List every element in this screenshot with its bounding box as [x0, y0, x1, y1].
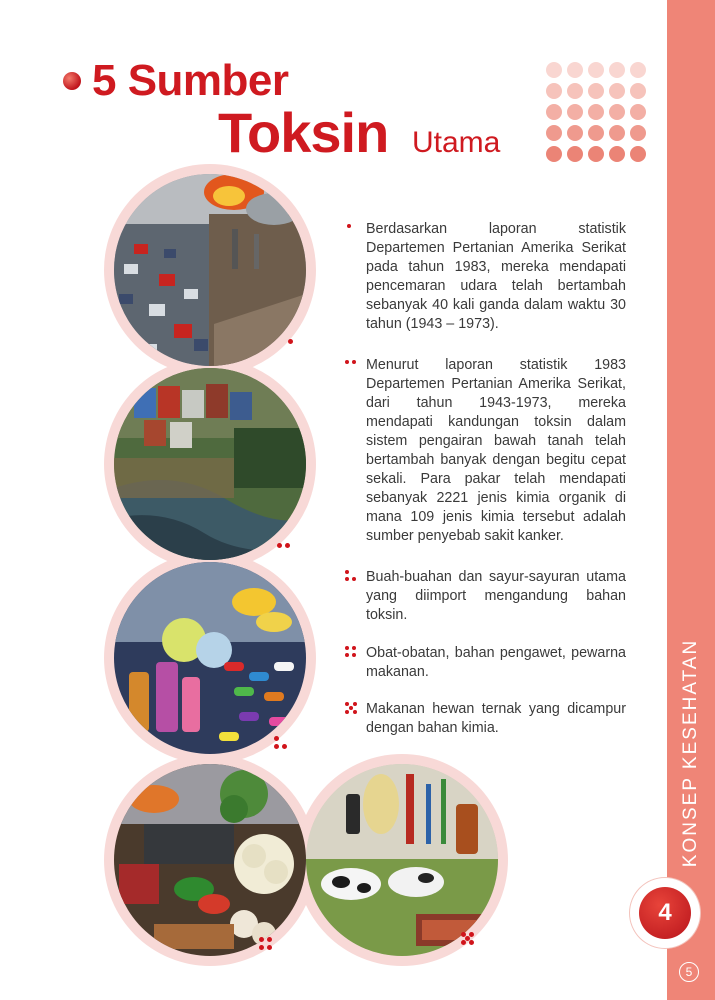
toxin-source-list — [345, 220, 626, 738]
decorative-dot — [609, 146, 625, 162]
livestock-chemicals-photo — [306, 764, 498, 956]
circle-marker-3 — [274, 736, 290, 752]
decorative-dot — [567, 83, 583, 99]
decorative-dot — [609, 125, 625, 141]
list-item-text: Makanan hewan ternak yang dicampur dengan bahan kimia. — [366, 701, 626, 736]
decorative-dot — [546, 146, 562, 162]
decorative-dot — [567, 146, 583, 162]
decorative-dot — [588, 146, 604, 162]
title-bullet-icon — [63, 72, 81, 90]
decorative-dot — [630, 146, 646, 162]
list-item-text: Obat-obatan, bahan pengawet, pewarna makanan. — [366, 645, 626, 680]
bullet-4-icon — [345, 648, 359, 660]
decorative-dot — [567, 125, 583, 141]
title-line-1: 5 Sumber — [92, 56, 289, 105]
section-label — [667, 640, 715, 865]
list-item-text: Menurut laporan statistik 1983 Departemen Pertanian Amerika Serikat, dari tahun 1943-1973, mereka mendapati kandungan toksin dalam sistem pengairan bawah tanah telah bertambah banyak dengan begitu cepat sekali. Para pakar telah mendapati sebanyak 2221 jenis kimia organik di mana 109 jenis kimia tersebut adalah sumber penyebab sakit kanker. — [366, 357, 626, 544]
circle-marker-4 — [259, 937, 275, 953]
decorative-dot — [630, 83, 646, 99]
section-label-text: KONSEP KESEHATAN — [680, 638, 701, 867]
circle-marker-2 — [277, 541, 293, 551]
bullet-3-icon — [345, 572, 359, 584]
decorative-dot — [609, 104, 625, 120]
page-number: 5 — [679, 962, 699, 982]
decorative-dot — [588, 62, 604, 78]
decorative-dot-grid — [546, 62, 650, 166]
list-item — [345, 220, 626, 334]
list-item-text: Berdasarkan laporan statistik Departemen Pertanian Amerika Serikat pada tahun 1983, mereka mendapati pencemaran udara telah bertambah sebanyak 40 kali ganda dalam waktu 30 tahun (1943 – 1973). — [366, 221, 626, 332]
decorative-dot — [546, 83, 562, 99]
bullet-5-icon — [345, 704, 359, 716]
list-item — [345, 356, 626, 546]
pollution-photo — [114, 174, 306, 366]
list-item — [345, 644, 626, 682]
circle-marker-5 — [461, 932, 477, 948]
circle-marker-1 — [286, 337, 296, 347]
decorative-dot — [546, 125, 562, 141]
title-line-2: Toksin — [218, 101, 389, 164]
toxic-waste-photo — [114, 368, 306, 560]
title-line-3: Utama — [412, 126, 501, 159]
chapter-badge — [630, 878, 700, 948]
decorative-dot — [588, 83, 604, 99]
list-item — [345, 700, 626, 738]
chapter-number: 4 — [639, 887, 691, 939]
bullet-2-icon — [345, 360, 359, 372]
chemicals-pills-photo — [114, 562, 306, 754]
decorative-dot — [588, 125, 604, 141]
decorative-dot — [567, 104, 583, 120]
decorative-dot — [588, 104, 604, 120]
decorative-dot — [630, 125, 646, 141]
list-item-text: Buah-buahan dan sayur-sayuran utama yang diimport mengandung bahan toksin. — [366, 569, 626, 623]
decorative-dot — [609, 83, 625, 99]
decorative-dot — [546, 104, 562, 120]
decorative-dot — [546, 62, 562, 78]
bullet-1-icon — [345, 224, 359, 236]
decorative-dot — [609, 62, 625, 78]
decorative-dot — [630, 104, 646, 120]
decorative-dot — [567, 62, 583, 78]
list-item — [345, 568, 626, 625]
food-vegetables-photo — [114, 764, 306, 956]
decorative-dot — [630, 62, 646, 78]
